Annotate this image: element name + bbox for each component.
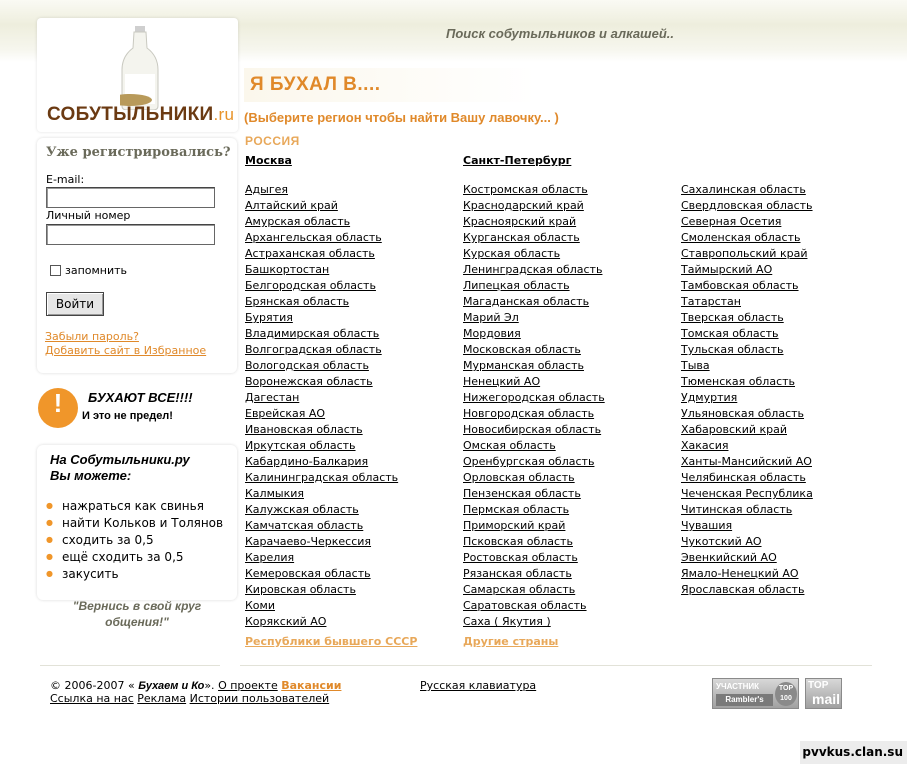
region-link[interactable]: Таймырский АО [681,263,773,276]
login-panel [37,138,237,373]
rambler-badge-name: Rambler's [716,694,773,706]
features-title-line-2: Вы можете: [50,468,132,483]
region-link[interactable]: Читинская область [681,503,793,516]
russian-keyboard-link[interactable]: Русская клавиатура [420,679,537,692]
region-link[interactable]: Приморский край [463,519,566,532]
exclamation-glyph: ! [53,388,63,418]
region-link[interactable]: Чеченская Республика [681,487,813,500]
link-to-us[interactable]: Ссылка на нас [50,692,134,705]
region-link[interactable]: Алтайский край [245,199,338,212]
region-link[interactable]: Удмуртия [681,391,738,404]
about-link[interactable]: О проекте [218,679,278,692]
region-link[interactable]: Еврейская АО [245,407,326,420]
mail-top-badge[interactable] [805,678,842,709]
region-link[interactable]: Кабардино-Балкария [245,455,369,468]
region-link[interactable]: Рязанская область [463,567,572,580]
quote-line-2: общения!" [105,615,169,629]
feature-item: ● найти Кольков и Толянов [46,514,223,531]
pin-label: Личный номер [46,209,131,222]
region-link[interactable]: Магаданская область [463,295,590,308]
milk-bottle-icon [120,26,160,110]
site-tagline: Поиск собутыльников и алкашей.. [446,26,675,41]
region-link[interactable]: Кемеровская область [245,567,371,580]
rambler-top100-badge[interactable] [712,678,799,709]
user-stories-link[interactable]: Истории пользователей [189,692,330,705]
page-subtitle: (Выберите регион чтобы найти Вашу лавочку... ) [244,110,559,125]
forgot-password-link[interactable]: Забыли пароль? [45,330,139,343]
footer-divider-right [240,665,872,666]
region-link[interactable]: Ненецкий АО [463,375,541,388]
region-link[interactable]: Новгородская область [463,407,595,420]
add-favorite-link[interactable]: Добавить сайт в Избранное [45,344,207,357]
region-link[interactable]: Карачаево-Черкессия [245,535,372,548]
region-link[interactable]: Саха ( Якутия ) [463,615,551,628]
region-link[interactable]: Чукотский АО [681,535,762,548]
footer-divider-left [40,665,220,666]
copyright-text: © 2006-2007 « [50,679,135,692]
email-input[interactable] [46,187,215,208]
region-link[interactable]: Хакасия [681,439,729,452]
region-link[interactable]: Тыва [681,359,710,372]
region-link[interactable]: Калининградская область [245,471,399,484]
region-link[interactable]: Новосибирская область [463,423,602,436]
footer-brand: Бухаем и Ко [138,680,205,692]
mail-badge-name: mail [812,691,841,707]
region-link[interactable]: Волгоградская область [245,343,382,356]
region-link[interactable]: Калмыкия [245,487,304,500]
footer-separator: ». [204,679,219,692]
region-link[interactable]: Камчатская область [245,519,364,532]
features-title [50,452,190,484]
region-link[interactable]: Ставропольский край [681,247,808,260]
region-link[interactable]: Адыгея [245,183,288,196]
rambler-badge-top: УЧАСТНИК [716,682,760,691]
remember-label: запомнить [65,264,128,277]
features-list [46,497,223,582]
region-link[interactable]: Амурская область [245,215,351,228]
region-link[interactable]: Тульская область [681,343,784,356]
region-link[interactable]: Чувашия [681,519,733,532]
logo-tld: .ru [213,105,235,124]
region-link[interactable]: Воронежская область [245,375,373,388]
features-title-line-1: На Собутыльники.ру [50,452,190,467]
region-link[interactable]: Нижегородская область [463,391,605,404]
region-link[interactable]: Липецкая область [463,279,570,292]
region-link[interactable]: Ярославская область [681,583,805,596]
region-link[interactable]: Курганская область [463,231,580,244]
region-link[interactable]: Самарская область [463,583,576,596]
logo-text [47,104,234,126]
region-link-moscow[interactable]: Москва [245,154,292,167]
ads-link[interactable]: Реклама [137,692,187,705]
region-link[interactable]: Татарстан [681,295,741,308]
region-link[interactable]: Дагестан [245,391,300,404]
login-title: Уже регистрировались? [46,145,231,160]
pin-input[interactable] [46,224,215,245]
region-link[interactable]: Владимирская область [245,327,380,340]
rambler-rank-line-2: 100 [780,695,792,702]
region-link[interactable]: Омская область [463,439,556,452]
region-link[interactable]: Ханты-Мансийский АО [681,455,812,468]
footer-line-1 [50,679,341,692]
region-link[interactable]: Коми [245,599,275,612]
region-column-2 [463,153,605,650]
page-title: Я БУХАЛ В.... [250,74,381,95]
region-link[interactable]: Тверская область [681,311,784,324]
region-link[interactable]: Мурманская область [463,359,584,372]
remember-checkbox[interactable] [50,265,61,276]
feature-item: ● сходить за 0,5 [46,531,223,548]
region-link[interactable]: Ульяновская область [681,407,805,420]
region-link[interactable]: Пензенская область [463,487,581,500]
keyboard-container [420,679,536,692]
region-link[interactable]: Костромская область [463,183,588,196]
former-ussr-link[interactable]: Республики бывшего СССР [245,635,418,648]
rambler-rank-line-1: TOP [778,685,794,692]
region-link[interactable]: Иркутская область [245,439,356,452]
region-link[interactable]: Саратовская область [463,599,587,612]
login-button[interactable]: Войти [46,292,104,316]
region-link[interactable]: Пермская область [463,503,570,516]
mail-badge-top: TOP [808,680,829,691]
region-link[interactable]: Марий Эл [463,311,519,324]
region-link[interactable]: Эвенкийский АО [681,551,777,564]
promo-line-2: И это не предел! [82,410,173,422]
region-link[interactable]: Краснодарский край [463,199,584,212]
region-link[interactable]: Московская область [463,343,581,356]
region-link[interactable]: Орловская область [463,471,575,484]
region-link[interactable]: Оренбургская область [463,455,595,468]
watermark [800,741,907,764]
region-link[interactable]: Ямало-Ненецкий АО [681,567,799,580]
region-link[interactable]: Кировская область [245,583,356,596]
region-column-3 [681,182,813,598]
region-link[interactable]: Красноярский край [463,215,577,228]
region-link[interactable]: Псковская область [463,535,573,548]
region-link[interactable]: Вологодская область [245,359,369,372]
remember-option[interactable] [50,264,127,277]
region-link[interactable]: Мордовия [463,327,521,340]
region-link[interactable]: Корякский АО [245,615,327,628]
region-link-spb[interactable]: Санкт-Петербург [463,154,572,167]
exclamation-icon [38,388,78,428]
region-link[interactable]: Бурятия [245,311,293,324]
country-heading: РОССИЯ [245,134,300,148]
region-link[interactable]: Хабаровский край [681,423,787,436]
region-link[interactable]: Калужская область [245,503,359,516]
rambler-badge-rank [775,682,797,706]
region-link[interactable]: Белгородская область [245,279,376,292]
promo-line-1: БУХАЮТ ВСЕ!!!! [88,390,193,405]
email-label: E-mail: [46,173,85,186]
region-link[interactable]: Тюменская область [681,375,796,388]
region-link[interactable]: Архангельская область [245,231,382,244]
feature-item: ● ещё сходить за 0,5 [46,548,223,565]
site-logo[interactable] [37,18,238,132]
region-column-1 [245,153,417,650]
logo-main: СОБУТЫЛЬНИКИ [47,104,214,125]
region-link[interactable]: Сахалинская область [681,183,806,196]
vacancies-link[interactable]: Вакансии [281,679,342,692]
region-link[interactable]: Ростовская область [463,551,578,564]
feature-item: ● нажраться как свинья [46,497,223,514]
region-link[interactable]: Смоленская область [681,231,801,244]
region-link[interactable]: Карелия [245,551,295,564]
region-link[interactable]: Челябинская область [681,471,806,484]
footer-line-2 [50,692,329,705]
feature-item: ● закусить [46,565,223,582]
region-link[interactable]: Ивановская область [245,423,363,436]
region-link[interactable]: Северная Осетия [681,215,782,228]
watermark-text: pvvkus.clan.su [802,745,903,759]
quote-line-1: "Вернись в свой круг [72,599,202,613]
region-link[interactable]: Башкортостан [245,263,330,276]
slogan-quote [37,598,237,630]
region-link[interactable]: Брянская область [245,295,350,308]
region-link[interactable]: Томская область [681,327,779,340]
region-link[interactable]: Курская область [463,247,561,260]
other-countries-link[interactable]: Другие страны [463,635,559,648]
features-panel [37,445,237,600]
region-link[interactable]: Астраханская область [245,247,375,260]
region-link[interactable]: Тамбовская область [681,279,799,292]
region-link[interactable]: Ленинградская область [463,263,603,276]
region-link[interactable]: Свердловская область [681,199,813,212]
